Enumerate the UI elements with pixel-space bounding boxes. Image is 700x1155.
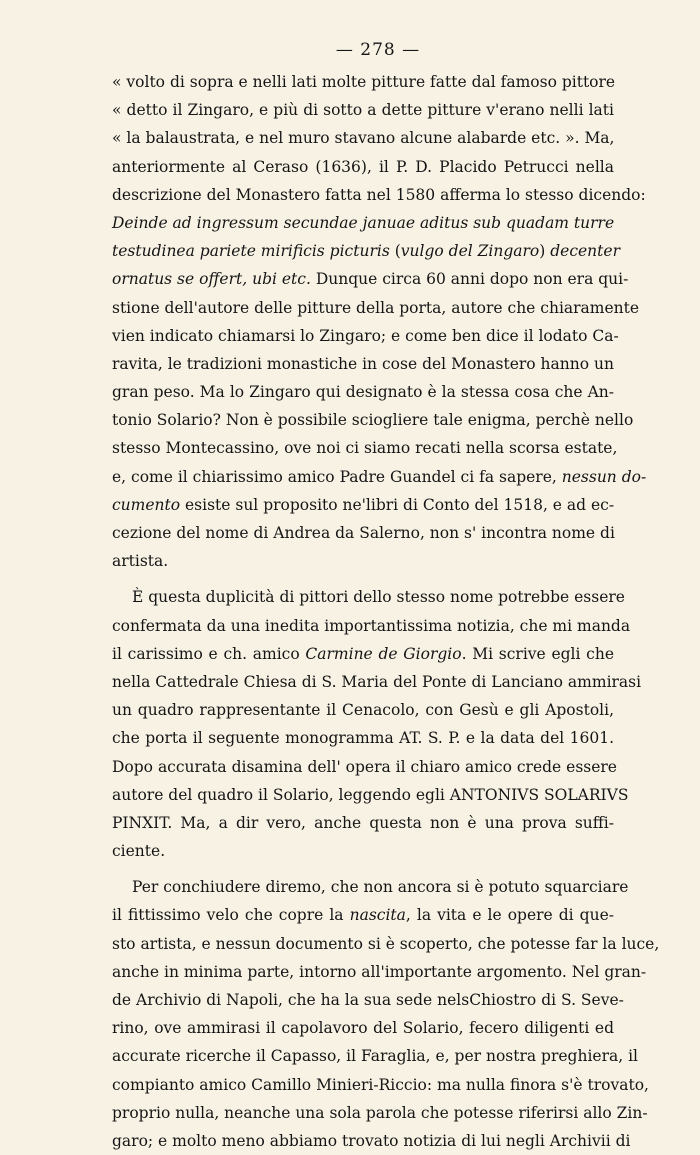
text-line: confermata da una inedita importantissima notizia, che mi manda bbox=[112, 616, 631, 635]
paragraph bbox=[112, 68, 647, 575]
text-line: Dopo accurata disamina dell' opera il chiaro amico crede essere bbox=[112, 757, 617, 776]
text-line: « detto il Zingaro, e più di sotto a dette pitture v'erano nelli lati bbox=[112, 101, 614, 120]
text-line: un quadro rappresentante il Cenacolo, con Gesù e gli Apostoli, bbox=[112, 701, 614, 720]
text-line: proprio nulla, neanche una sola parola che potesse riferirsi allo Zin- bbox=[112, 1103, 648, 1122]
text-line: cumento esiste sul proposito ne'libri di Conto del 1518, e ad ec- bbox=[112, 495, 615, 514]
text-line: compianto amico Camillo Minieri-Riccio: ma nulla finora s'è trovato, bbox=[112, 1075, 649, 1094]
text-line: gran peso. Ma lo Zingaro qui designato è la stessa cosa che An- bbox=[112, 383, 614, 402]
text-line: ciente. bbox=[112, 842, 166, 861]
text-line: ornatus se offert, ubi etc. Dunque circa 60 anni dopo non era qui- bbox=[112, 270, 629, 289]
text-line: Per conchiudere diremo, che non ancora si è potuto squarciare bbox=[132, 878, 629, 897]
text-line: sto artista, e nessun documento si è scoperto, che potesse far la luce, bbox=[112, 934, 660, 953]
text-line: tonio Solario? Non è possibile sciogliere tale enigma, perchè nello bbox=[112, 411, 634, 430]
text-line: « la balaustrata, e nel muro stavano alcune alabarde etc. ». Ma, bbox=[112, 129, 615, 148]
text-line: il carissimo e ch. amico Carmine de Giorgio. Mi scrive egli che bbox=[112, 644, 615, 663]
text-line: de Archivio di Napoli, che ha la sua sede nelsChiostro di S. Seve- bbox=[112, 991, 624, 1009]
text-body bbox=[112, 68, 660, 1155]
text-line: È questa duplicità di pittori dello stesso nome potrebbe essere bbox=[132, 588, 625, 607]
text-line: e, come il chiarissimo amico Padre Guandel ci fa sapere, nessun do- bbox=[112, 467, 647, 486]
text-line: che porta il seguente monogramma AT. S. P. e la data del 1601. bbox=[112, 729, 614, 748]
paragraph-gap bbox=[112, 865, 614, 873]
text-line: « volto di sopra e nelli lati molte pitture fatte dal famoso pittore bbox=[112, 73, 616, 91]
page-number: — 278 — bbox=[335, 40, 421, 60]
text-line: rino, ove ammirasi il capolavoro del Solario, fecero diligenti ed bbox=[112, 1019, 614, 1038]
text-line: ravita, le tradizioni monastiche in cose del Monastero hanno un bbox=[112, 354, 614, 373]
text-line: anche in minima parte, intorno all'importante argomento. Nel gran- bbox=[112, 962, 647, 981]
text-line: vien indicato chiamarsi lo Zingaro; e come ben dice il lodato Ca- bbox=[112, 326, 619, 345]
text-line: stione dell'autore delle pitture della porta, autore che chiaramente bbox=[112, 298, 640, 317]
text-line: Deinde ad ingressum secundae januae aditus sub quadam turre bbox=[112, 213, 615, 232]
text-line: autore del quadro il Solario, leggendo egli ANTONIVS SOLARIVS bbox=[112, 785, 629, 804]
paragraph-gap bbox=[112, 575, 614, 583]
text-line: descrizione del Monastero fatta nel 1580 afferma lo stesso dicendo: bbox=[112, 185, 646, 204]
text-line: garo; e molto meno abbiamo trovato notizia di lui negli Archivii di bbox=[112, 1131, 631, 1150]
text-line: nella Cattedrale Chiesa di S. Maria del Ponte di Lanciano ammirasi bbox=[112, 672, 642, 691]
text-line: PINXIT. Ma, a dir vero, anche questa non è una prova suffi- bbox=[112, 813, 614, 832]
paragraph bbox=[112, 873, 660, 1155]
text-line: il fittissimo velo che copre la nascita, la vita e le opere di que- bbox=[112, 906, 614, 925]
text-line: cezione del nome di Andrea da Salerno, non s' incontra nome di bbox=[112, 524, 615, 542]
paragraph bbox=[112, 583, 642, 865]
text-line: anteriormente al Ceraso (1636), il P. D. Placido Petrucci nella bbox=[112, 157, 614, 176]
text-line: stesso Montecassino, ove noi ci siamo recati nella scorsa estate, bbox=[112, 439, 618, 458]
text-line: artista. bbox=[112, 552, 169, 571]
text-line: testudinea pariete mirificis picturis (vulgo del Zingaro) decenter bbox=[112, 242, 620, 261]
text-line: accurate ricerche il Capasso, il Faraglia, e, per nostra preghiera, il bbox=[112, 1047, 639, 1066]
